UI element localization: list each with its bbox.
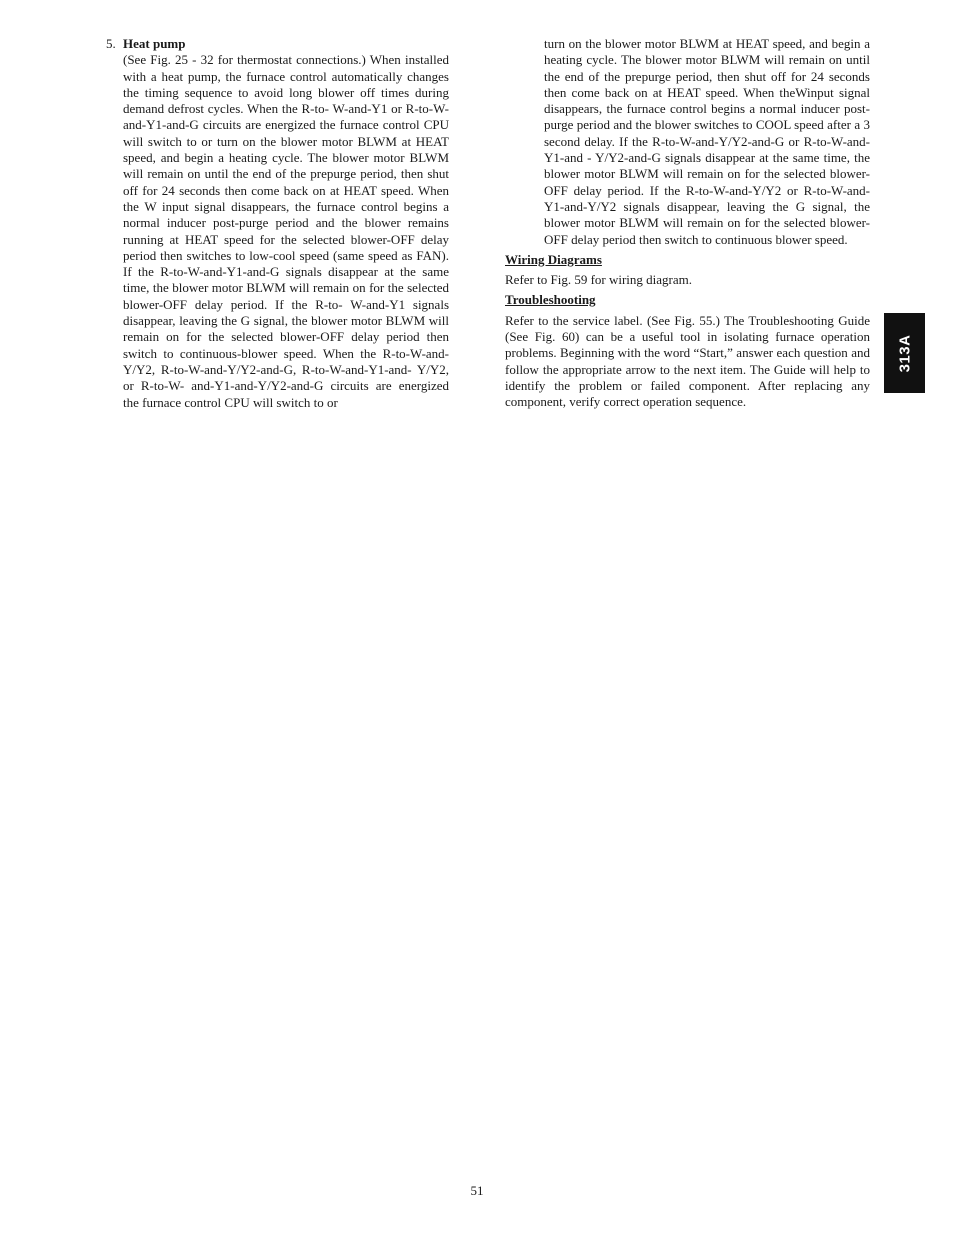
list-item-heading <box>106 36 449 52</box>
section-tab-label: 313A <box>895 334 913 372</box>
left-column <box>106 36 449 411</box>
page-number: 51 <box>470 1183 484 1198</box>
right-column <box>505 36 870 415</box>
item-title: Heat pump <box>123 36 186 51</box>
troubleshooting-paragraph: Refer to the service label. (See Fig. 55.) The Troubleshooting Guide (See Fig. 60) can be a useful tool in isolating furnace operation problems. Beginning with the word “Start,” answer each question and follow the appropriate arrow to the next item. The Guide will help to identify the problem or failed component. After replacing any component, verify correct operation sequence. <box>505 312 870 410</box>
heat-pump-continuation-paragraph: turn on the blower motor BLWM at HEAT speed, and begin a heating cycle. The blower motor BLWM will remain on until the end of the prepurge period, then shut off for 24 seconds then come back on at HEAT speed. When theWinput signal disappears, the furnace control begins a normal inducer post-purge period and the blower switches to COOL speed after a 3 second delay. If the R-to-W-and-Y/Y2-and-G or R-to-W-and-Y1-and - Y/Y2-and-G signals disappear at the same time, the blower motor BLWM will remain on for the selected blower-OFF delay period. If the R-to-W-and-Y/Y2 or R-to-W-and-Y1-and-Y/Y2 signals disappear, leaving the G signal, the blower motor BLWM will remain on for the selected blower-OFF delay period then switch to continuous blower speed. <box>544 36 870 247</box>
heat-pump-paragraph: (See Fig. 25 - 32 for thermostat connections.) When installed with a heat pump, the furnace control automatically changes the timing sequence to avoid long blower off times during demand defrost cycles. When the R-to- W-and-Y1 or R-to-W-and-Y1-and-G circuits are energized the furnace control CPU will switch to or turn on the blower motor BLWM at HEAT speed, and begin a heating cycle. The blower motor BLWM will remain on until the end of the prepurge period, then shut off for 24 seconds then come back on at HEAT speed. When the W input signal disappears, the furnace control begins a normal inducer post-purge period and the blower remains running at HEAT speed for the selected blower-OFF delay period then switches to low-cool speed (same speed as FAN). If the R-to-W-and-Y1-and-G signals disappear at the same time, the blower motor BLWM will remain on for the selected blower-OFF delay period. If the R-to- W-and-Y1 signals disappear, leaving the G signal, the blower motor BLWM will remain on for the selected blower-OFF delay period then switch to continuous-blower speed. When the R-to-W-and-Y/Y2, R-to-W-and-Y/Y2-and-G, R-to-W-and-Y1-and- Y/Y2, or R-to-W- and-Y1-and-Y/Y2-and-G circuits are energized the furnace control CPU will switch to or <box>123 52 449 410</box>
wiring-diagrams-heading: Wiring Diagrams <box>505 251 602 267</box>
troubleshooting-heading: Troubleshooting <box>505 292 596 308</box>
wiring-diagrams-paragraph: Refer to Fig. 59 for wiring diagram. <box>505 272 693 288</box>
item-number: 5. <box>106 36 116 51</box>
section-tab <box>884 313 925 393</box>
